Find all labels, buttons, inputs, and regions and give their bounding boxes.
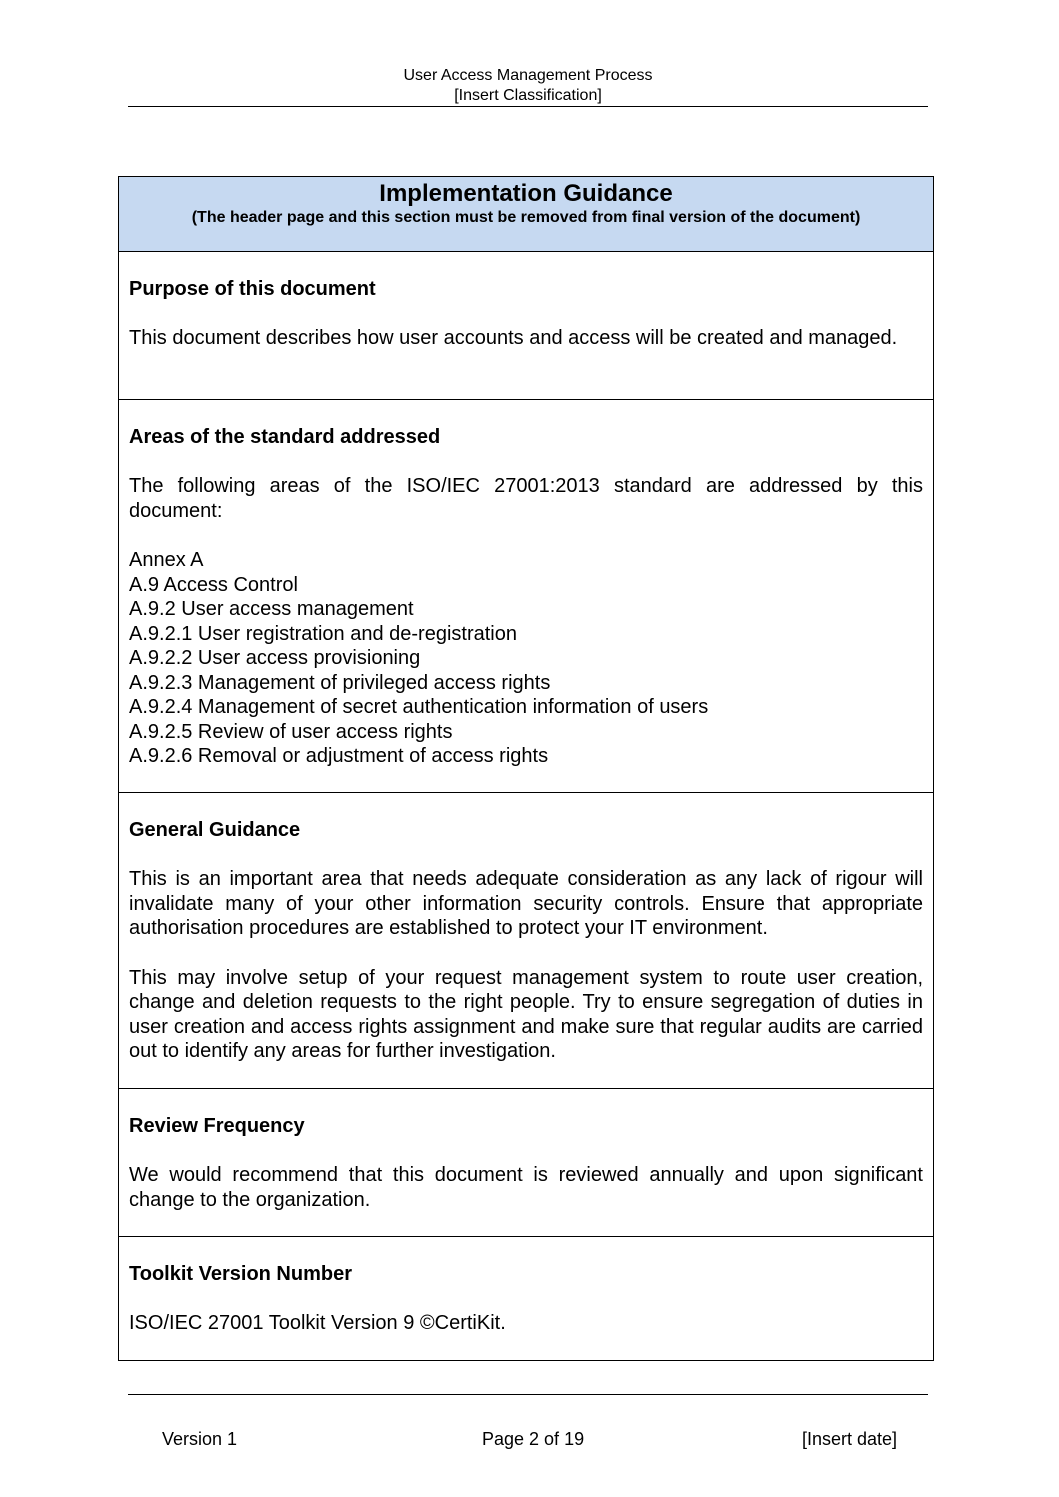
section-heading: Areas of the standard addressed [129,426,441,448]
annex-control-list [129,548,923,769]
list-item: A.9.2 User access management [129,598,414,620]
header-divider [128,106,928,107]
section-paragraph: ISO/IEC 27001 Toolkit Version 9 ©CertiKit. [129,1312,506,1334]
section-heading: Purpose of this document [129,278,376,300]
document-title: User Access Management Process [403,67,653,84]
footer-version: Version 1 [162,1429,238,1449]
section-heading: Toolkit Version Number [129,1263,352,1285]
section-paragraph: We would recommend that this document is reviewed annually and upon significant change to the organization. [129,1164,923,1211]
section-toolkit-version [119,1237,933,1360]
section-purpose [119,252,933,400]
guidance-title-row [119,177,933,252]
list-item: Annex A [129,549,204,571]
guidance-title: Implementation Guidance [379,180,673,207]
list-item: A.9.2.3 Management of privileged access rights [129,671,551,694]
page-header [128,66,928,106]
footer-divider [128,1394,928,1395]
section-review-frequency [119,1089,933,1237]
list-item: A.9 Access Control [129,573,298,596]
section-paragraph: This is an important area that needs adequate consideration as any lack of rigour will invalidate many of your other information security controls. Ensure that appropriate authorisation procedures are established to protect your IT environment. [129,868,923,939]
guidance-subtitle: (The header page and this section must be removed from final version of the document) [191,209,861,226]
implementation-guidance-box [118,176,934,1361]
footer-page-number: Page 2 of 19 [482,1429,585,1449]
list-item: A.9.2.4 Management of secret authentication information of users [129,696,709,718]
list-item: A.9.2.1 User registration and de-registration [129,622,517,645]
list-item: A.9.2.2 User access provisioning [129,647,421,669]
section-general-guidance [119,793,933,1089]
list-item: A.9.2.6 Removal or adjustment of access rights [129,745,549,767]
document-classification: [Insert Classification] [454,87,602,104]
footer-date: [Insert date] [802,1429,898,1449]
section-paragraph: The following areas of the ISO/IEC 27001:2013 standard are addressed by this document: [129,475,923,522]
section-areas-addressed [119,400,933,793]
section-paragraph: This document describes how user accounts and access will be created and managed. [129,327,898,349]
section-paragraph: This may involve setup of your request management system to route user creation, change and deletion requests to the right people. Try to ensure segregation of duties in user creation and access rights assignment and make sure that regular audits are carried out to identify any areas for further investigation. [129,966,923,1062]
list-item: A.9.2.5 Review of user access rights [129,720,453,743]
section-heading: Review Frequency [129,1115,305,1137]
section-heading: General Guidance [129,819,301,841]
